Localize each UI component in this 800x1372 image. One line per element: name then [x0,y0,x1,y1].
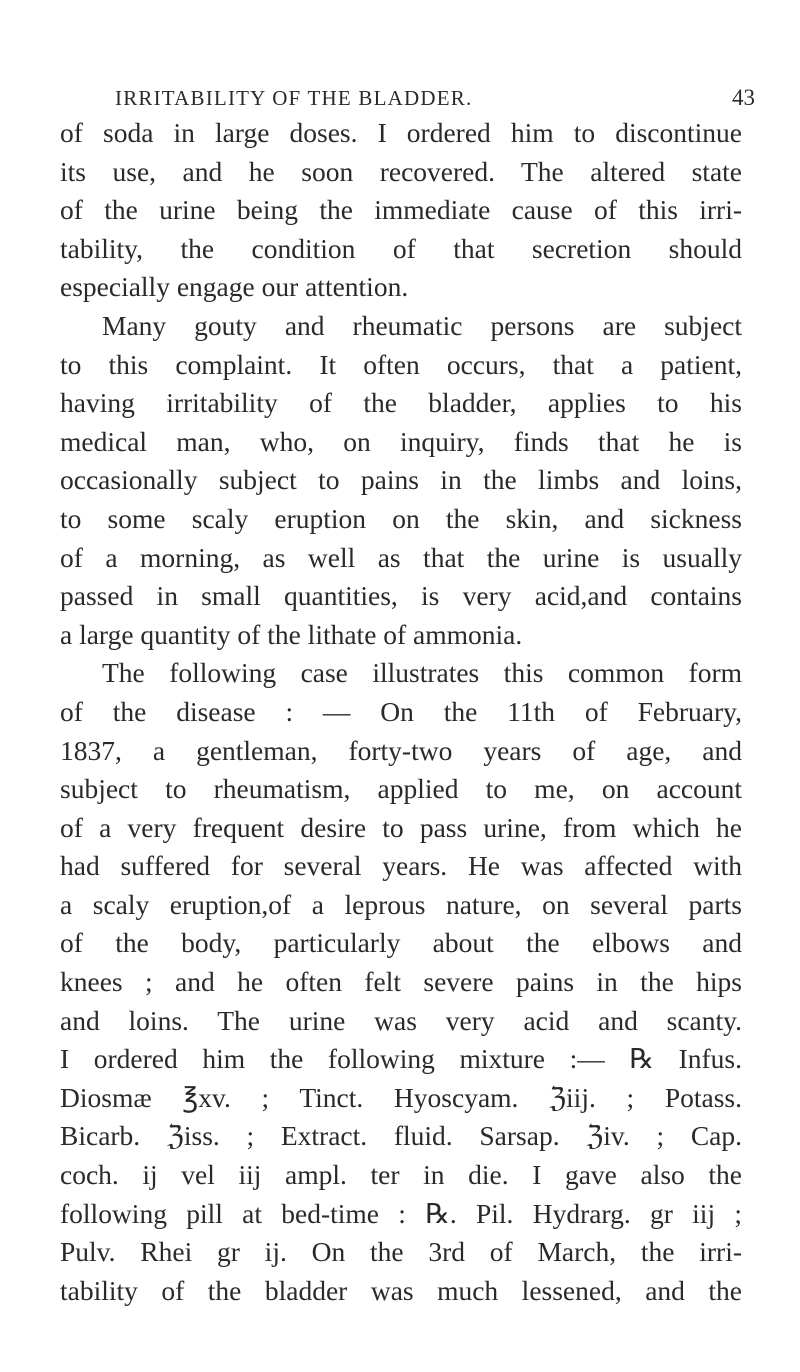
text-line: of the body, particularly about the elbows and [60,927,742,959]
text-line: passed in small quantities, is very acid,and contains [60,580,742,612]
text-line: and loins. The urine was very acid and scanty. [60,1004,742,1036]
text-line: had suffered for several years. He was affected with [60,850,742,882]
text-line: to this complaint. It often occurs, that a patient, [60,348,742,380]
text-line: a large quantity of the lithate of ammonia. [60,618,523,650]
text-line: The following case illustrates this common form [102,657,742,689]
text-line: of a very frequent desire to pass urine, from which he [60,811,742,843]
text-line: tability, the condition of that secretion should [60,232,742,264]
text-line: Many gouty and rheumatic persons are subject [102,309,742,341]
body-text [60,114,742,1310]
text-line: following pill at bed-time : ℞. Pil. Hydrarg. gr iij ; [60,1197,742,1229]
text-line: tability of the bladder was much lessened, and the [60,1274,742,1306]
text-line: occasionally subject to pains in the limbs and loins, [60,464,742,496]
text-line: to some scaly eruption on the skin, and sickness [60,502,742,534]
text-line: of the urine being the immediate cause of this irri- [60,194,742,226]
text-line: a scaly eruption,of a leprous nature, on several parts [60,888,742,920]
text-line: especially engage our attention. [60,271,409,303]
running-head [115,83,755,113]
text-line: Bicarb. ℨiss. ; Extract. fluid. Sarsap. ℨiv. ; Cap. [60,1120,742,1152]
text-line: of soda in large doses. I ordered him to discontinue [60,117,742,148]
text-line: coch. ij vel iij ampl. ter in die. I gave also the [60,1159,742,1191]
text-line: its use, and he soon recovered. The altered state [60,155,742,187]
text-line: of the disease : — On the 11th of February, [60,695,742,727]
text-line: medical man, who, on inquiry, finds that he is [60,425,742,457]
running-title: IRRITABILITY OF THE BLADDER. [115,86,473,110]
text-line: subject to rheumatism, applied to me, on account [60,773,742,805]
text-line: of a morning, as well as that the urine is usually [60,541,742,573]
text-line: Pulv. Rhei gr ij. On the 3rd of March, the irri- [60,1236,742,1268]
text-line: knees ; and he often felt severe pains in the hips [60,966,742,998]
page-number: 43 [732,85,755,110]
text-line: 1837, a gentleman, forty-two years of age, and [60,734,742,766]
text-line: having irritability of the bladder, applies to his [60,387,742,419]
text-line: I ordered him the following mixture :— ℞ Infus. [60,1043,742,1075]
text-line: Diosmæ ℥xv. ; Tinct. Hyoscyam. ℨiij. ; Potass. [60,1081,742,1113]
